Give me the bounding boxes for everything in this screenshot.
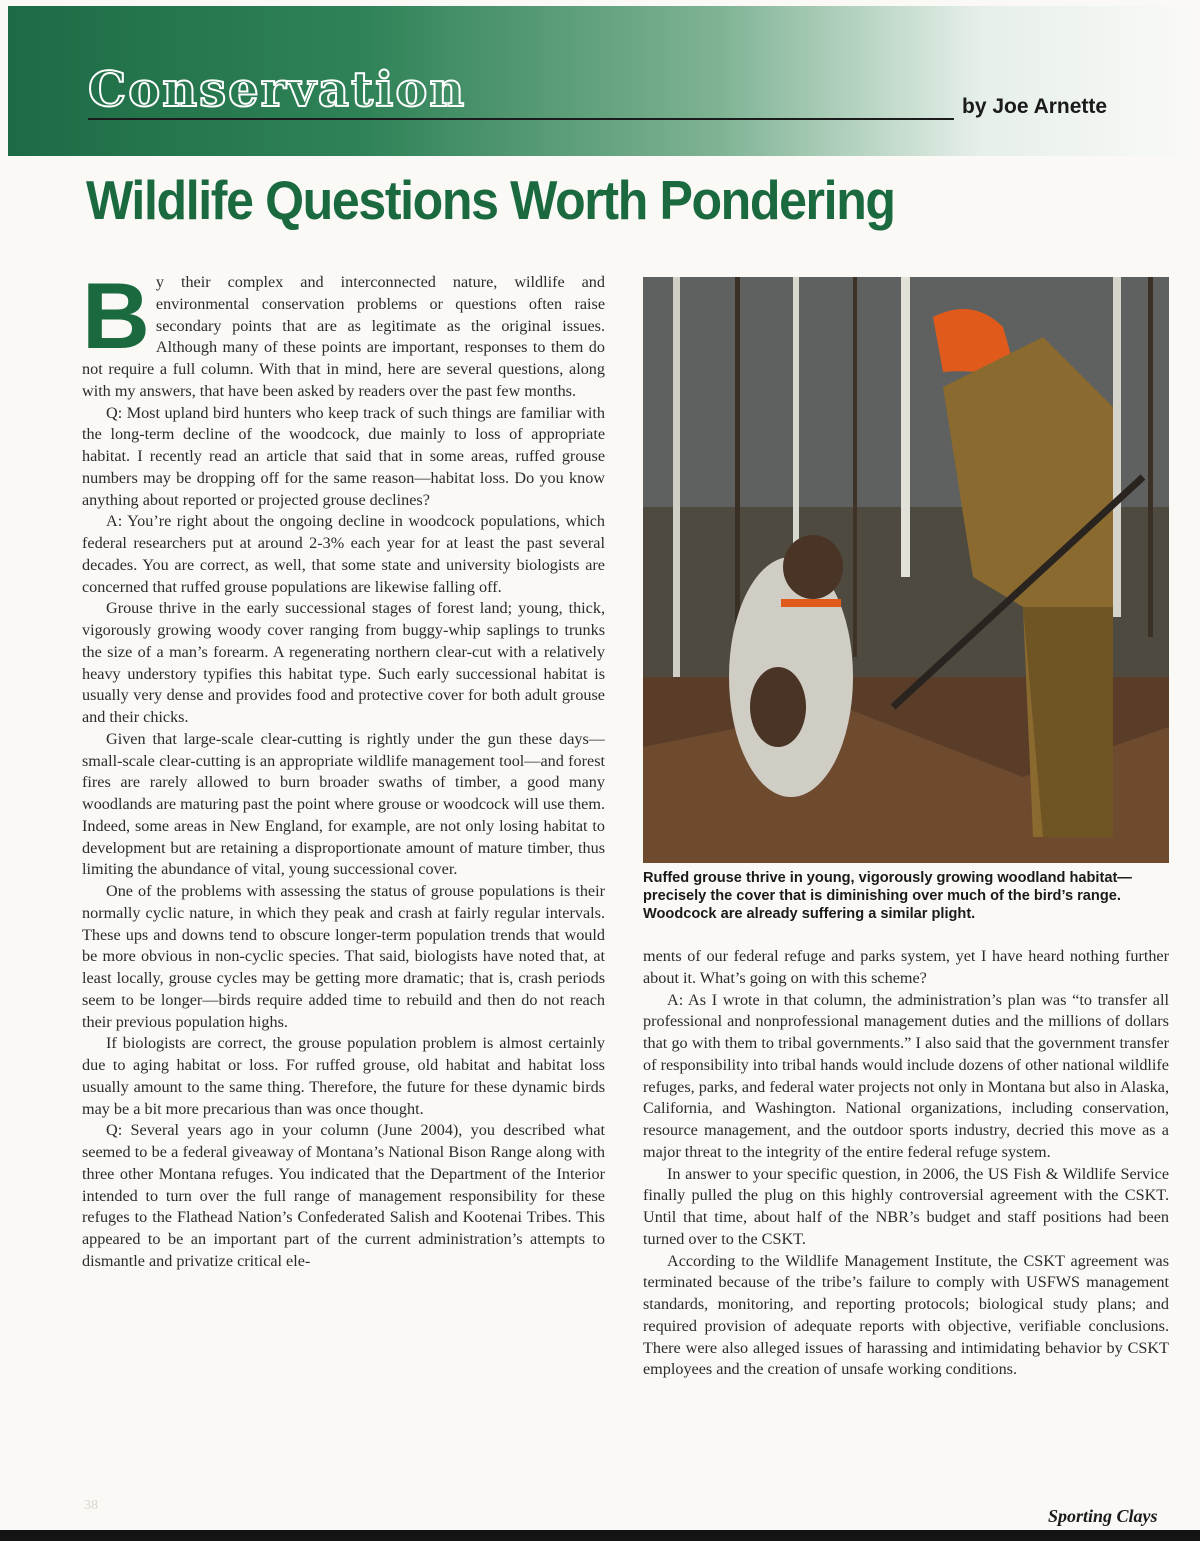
q-label: Q: xyxy=(106,1121,123,1140)
continuation-paragraph: ments of our federal refuge and parks system, yet I have heard nothing further about it. What’s going on with this scheme? xyxy=(643,947,1169,987)
photo-caption: Ruffed grouse thrive in young, vigorously growing woodland habitat—precisely the cover that is diminishing over much of the bird’s range. Woodcock are already suffering a similar plight. xyxy=(643,870,1132,922)
bottom-bar xyxy=(0,1530,1200,1541)
left-column xyxy=(82,263,606,1273)
lead-text: y their complex and interconnected nature, wildlife and environmental conservation problems or questions often raise secondary points that are as legitimate as the original issues. Although many of these points are important, responses to them do not require a full column. With that in mind, here are several questions, along with my answers, that have been asked by readers over the past few months. xyxy=(82,273,605,400)
paragraph-text: You’re right about the ongoing decline in woodcock populations, which federal researchers put at around 2-3% each year for at least the past several decades. You are correct, as well, that some state and university biologists are concerned that ruffed grouse populations are likewise falling off. xyxy=(82,512,605,596)
question-paragraph xyxy=(82,403,605,512)
body-paragraph: Grouse thrive in the early successional stages of forest land; young, thick, vigorously growing woody cover ranging from buggy-whip saplings to trunks the size of a man’s forearm. A regenerating northern clear-cut with a relatively heavy understory typifies this habitat type. Such early successional habitat is usually very dense and provides food and protective cover for both adult grouse and their chicks. xyxy=(82,599,605,726)
drop-cap: B xyxy=(82,263,150,368)
paragraph-text: Most upland bird hunters who keep track of such things are familiar with the long-term decline of the woodcock, due mainly to loss of appropriate habitat. I recently read an article that said that in some areas, ruffed grouse numbers may be dropping off for the same reason—habitat loss. Do you know anything about reported or projected grouse declines? xyxy=(82,403,605,509)
a-label: A: xyxy=(667,990,684,1009)
body-paragraph: According to the Wildlife Management Institute, the CSKT agreement was terminated because of the tribe’s failure to comply with USFWS management standards, monitoring, and reporting protocols; biological study plans; and required provision of adequate reports with objective, verifiable conclusions. There were also alleged issues of harassing and intimidating behavior by CSKT employees and the creation of unsafe working conditions. xyxy=(643,1251,1169,1379)
body-paragraph: One of the problems with assessing the status of grouse populations is their normally cyclic nature, in which they peak and crash at fairly regular intervals. These ups and downs tend to obscure longer-term population trends that would be more obvious in non-cyclic species. That said, biologists have noted that, at least locally, grouse cycles may be getting more dramatic; that is, crash periods seem to be longer—birds require added time to rebuild and then do not reach their previous population highs. xyxy=(82,882,605,1031)
photo-illustration xyxy=(643,277,1169,863)
body-paragraph: Given that large-scale clear-cutting is rightly under the gun these days—small-scale clear-cutting is an appropriate wildlife management tool—and forest fires are rarely allowed to burn broader swaths of timber, a good many woodlands are maturing past the point where grouse or woodcock will use them. Indeed, some areas in New England, for example, are not only losing habitat to development but are retaining a disproportionate amount of mature timber, thus limiting the abundance of vital, young successional cover. xyxy=(82,729,605,879)
section-title: Conservation xyxy=(88,62,467,118)
publication-name: Sporting Clays xyxy=(1048,1506,1158,1526)
lead-paragraph xyxy=(82,263,605,403)
right-column xyxy=(643,946,1169,1381)
body-paragraph: If biologists are correct, the grouse population problem is almost certainly due to aging habitat or loss. For ruffed grouse, old habitat and habitat loss usually amount to the same thing. Therefore, the future for these dynamic birds may be a bit more precarious than was once thought. xyxy=(82,1034,605,1118)
answer-paragraph xyxy=(643,990,1169,1164)
answer-paragraph xyxy=(82,511,605,598)
question-paragraph xyxy=(82,1120,605,1272)
page-number: 38 xyxy=(84,1498,98,1513)
article-headline: Wildlife Questions Worth Pondering xyxy=(86,169,895,231)
q-label: Q: xyxy=(106,403,123,422)
a-label: A: xyxy=(106,512,123,531)
paragraph-text: As I wrote in that column, the administration’s plan was “to transfer all professional and nonprofessional management duties and the millions of dollars that go with them to tribal governments.” I also said that the government transfer of responsibility into tribal hands would include dozens of other national wildlife refuges, parks, and federal water projects not only in Montana but also in Alaska, California, and Washington. National organizations, including conservation, resource management, and the outdoor sports industry, decried this move as a major threat to the integrity of the entire federal refuge system. xyxy=(643,990,1169,1161)
paragraph-text: Several years ago in your column (June 2004), you described what seemed to be a federal giveaway of Montana’s National Bison Range along with three other Montana refuges. You indicated that the Department of the Interior intended to turn over the full range of management responsibility for these refuges to the Flathead Nation’s Confederated Salish and Kootenai Tribes. This appeared to be an important part of the current administration’s attempts to dismantle and privatize critical ele- xyxy=(82,1121,606,1270)
photo-hunter-and-dog xyxy=(643,277,1169,863)
byline: by Joe Arnette xyxy=(962,95,1108,118)
banner-rule xyxy=(88,118,954,120)
body-paragraph: In answer to your specific question, in 2006, the US Fish & Wildlife Service finally pulled the plug on this highly controversial agreement with the CSKT. Until that time, about half of the NBR’s budget and staff positions had been turned over to the CSKT. xyxy=(643,1164,1169,1248)
